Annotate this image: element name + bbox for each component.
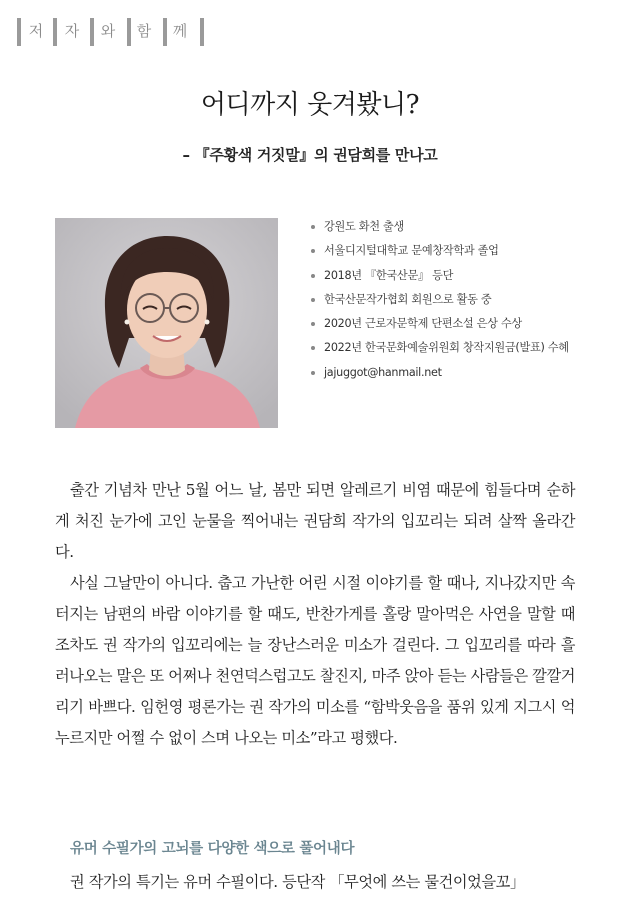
section-header-char: 자	[64, 22, 80, 40]
bullet-icon	[311, 371, 315, 375]
body-paragraph-start: 권 작가의 특기는 유머 수필이다. 등단작 「무엇에 쓰는 물건이었을꼬」	[70, 873, 525, 891]
article-subtitle: – 『주황색 거짓말』의 권담희를 만나고	[182, 146, 438, 164]
bullet-icon	[311, 322, 315, 326]
bio-item: 2018년 『한국산문』 등단	[310, 267, 569, 291]
bullet-icon	[311, 249, 315, 253]
section-header-divider	[200, 18, 204, 46]
section-header-divider	[90, 18, 94, 46]
bio-email[interactable]: jajuggot@hanmail.net	[310, 364, 569, 388]
bio-item: 서울디지털대학교 문예창작학과 졸업	[310, 242, 569, 266]
bullet-icon	[311, 274, 315, 278]
bio-item: 강원도 화천 출생	[310, 218, 569, 242]
section-header	[17, 14, 193, 46]
bio-item: 2022년 한국문화예술위원회 창작지원금(발표) 수혜	[310, 339, 569, 363]
section-header-char: 와	[100, 22, 116, 40]
bullet-icon	[311, 298, 315, 302]
section-header-char: 저	[28, 22, 44, 40]
section-header-divider	[17, 18, 21, 46]
author-portrait-photo	[55, 218, 278, 428]
body-paragraph: 사실 그날만이 아니다. 춥고 가난한 어린 시절 이야기를 할 때나, 지나갔지만 속 터지는 남편의 바람 이야기를 할 때도, 반찬가게를 홀랑 말아먹은 사연을 말할 때조차도 권 작가의 입꼬리에는 늘 장난스러운 미소가 걸린다. 그 입꼬리를 따라 흘러나오는 말은 또 어쩌나 천연덕스럽고도 찰진지, 마주 앉아 듣는 사람들은 깔깔거리기 바쁘다. 임헌영 평론가는 권 작가의 미소를 “함박웃음을 품위 있게 지그시 억누르지만 어쩔 수 없이 스며 나오는 미소”라고 평했다.	[55, 574, 575, 747]
section-header-divider	[53, 18, 57, 46]
section-subheading: 유머 수필가의 고뇌를 다양한 색으로 풀어내다	[70, 841, 355, 857]
body-paragraph: 출간 기념차 만난 5월 어느 날, 봄만 되면 알레르기 비염 때문에 힘들다며 순하게 처진 눈가에 고인 눈물을 찍어내는 권담희 작가의 입꼬리는 되려 살짝 올라간다.	[55, 481, 575, 561]
section-header-char: 함	[136, 22, 152, 40]
author-bio-list	[310, 218, 569, 388]
bio-item: 2020년 근로자문학제 단편소설 은상 수상	[310, 315, 569, 339]
section-header-char: 께	[172, 22, 188, 40]
author-portrait-illustration	[55, 218, 278, 428]
bullet-icon	[311, 225, 315, 229]
article-title: 어디까지 웃겨봤니?	[200, 90, 420, 120]
bio-item: 한국산문작가협회 회원으로 활동 중	[310, 291, 569, 315]
article-body	[55, 475, 575, 754]
bullet-icon	[311, 346, 315, 350]
